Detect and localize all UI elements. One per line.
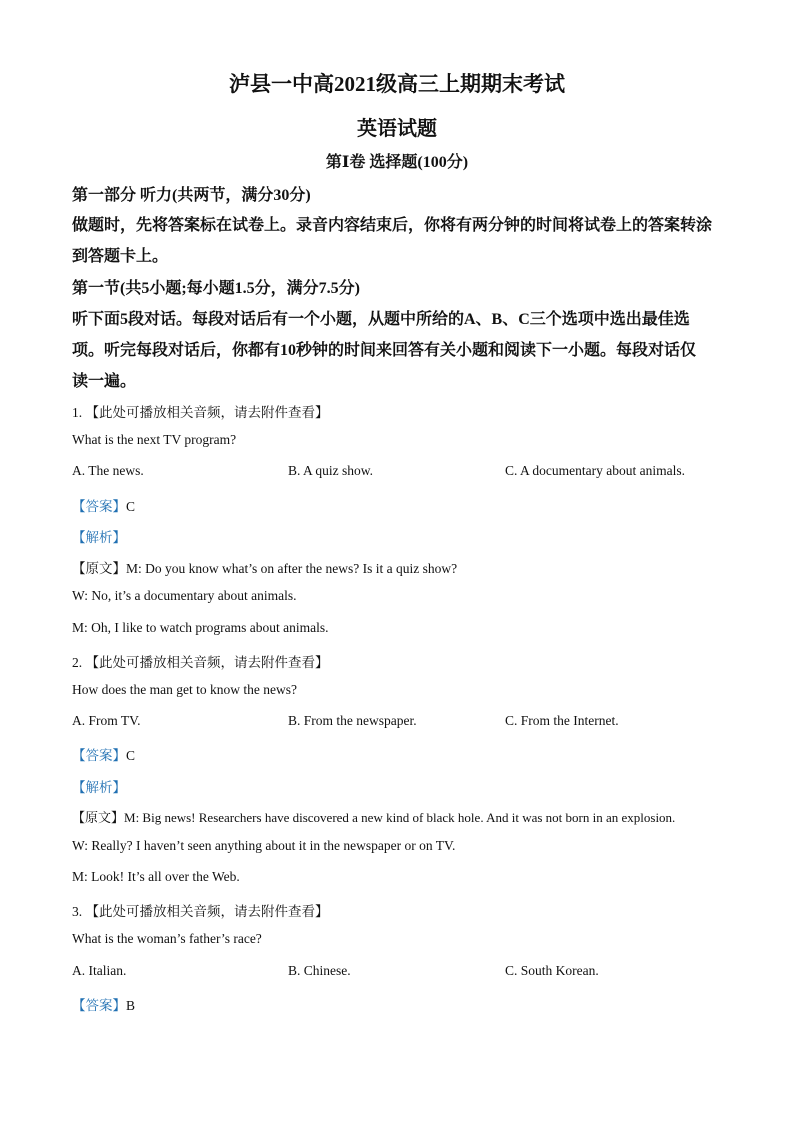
part-heading: 第一部分 听力(共两节，满分30分) xyxy=(72,187,311,204)
question-3-header xyxy=(72,900,329,920)
question-number: 1. xyxy=(72,405,83,420)
audio-link[interactable]: 【此处可播放相关音频，请去附件查看】 xyxy=(85,904,329,919)
option-a: A. From TV. xyxy=(72,713,141,728)
analysis-label: 【解析】 xyxy=(72,780,126,795)
answer-value: B xyxy=(126,998,136,1013)
section-heading: 第一节(共5小题;每小题1.5分，满分7.5分) xyxy=(72,280,360,297)
transcript-line: M: Oh, I like to watch programs about animals. xyxy=(72,620,329,635)
answer-label: 【答案】 xyxy=(72,748,126,763)
question-text: How does the man get to know the news? xyxy=(72,682,297,697)
instruction-line: 项。听完每段对话后，你都有10秒钟的时间来回答有关小题和阅读下一小题。每段对话仅 xyxy=(72,342,697,359)
answer-label: 【答案】 xyxy=(72,499,126,514)
question-number: 3. xyxy=(72,904,83,919)
question-2-header xyxy=(72,651,329,671)
original-label: 【原文】 xyxy=(72,561,126,576)
analysis-line xyxy=(72,776,126,796)
option-c: C. A documentary about animals. xyxy=(505,463,685,478)
option-b: B. From the newspaper. xyxy=(288,713,417,728)
instruction-line: 做题时，先将答案标在试卷上。录音内容结束后，你将有两分钟的时间将试卷上的答案转涂 xyxy=(72,217,713,234)
option-b: B. Chinese. xyxy=(288,963,351,978)
answer-line xyxy=(72,495,135,515)
exam-subtitle: 英语试题 xyxy=(357,118,437,140)
option-c: C. From the Internet. xyxy=(505,713,619,728)
answer-value: C xyxy=(126,748,136,763)
instruction-line: 读一遍。 xyxy=(72,373,137,390)
option-b: B. A quiz show. xyxy=(288,463,374,478)
transcript-text: M: Do you know what’s on after the news? Is it a quiz show? xyxy=(126,561,458,576)
transcript-line xyxy=(72,557,457,577)
option-a: A. The news. xyxy=(72,463,144,478)
analysis-line xyxy=(72,526,126,546)
answer-value: C xyxy=(126,499,136,514)
exam-title: 泸县一中高2021级高三上期期末考试 xyxy=(229,72,565,96)
option-a: A. Italian. xyxy=(72,963,127,978)
question-1-header xyxy=(72,401,329,421)
audio-link[interactable]: 【此处可播放相关音频，请去附件查看】 xyxy=(85,405,329,420)
answer-label: 【答案】 xyxy=(72,998,126,1013)
instruction-line: 听下面5段对话。每段对话后有一个小题，从题中所给的A、B、C三个选项中选出最佳选 xyxy=(72,311,690,328)
transcript-text: M: Big news! Researchers have discovered a new kind of black hole. And it was not born in an explosion. xyxy=(124,810,676,825)
question-number: 2. xyxy=(72,655,83,670)
transcript-line xyxy=(72,807,675,826)
question-text: What is the next TV program? xyxy=(72,432,237,447)
answer-line xyxy=(72,744,135,764)
volume-heading: 第Ⅰ卷 选择题(100分) xyxy=(325,154,469,171)
analysis-label: 【解析】 xyxy=(72,530,126,545)
answer-line xyxy=(72,994,135,1014)
question-text: What is the woman’s father’s race? xyxy=(72,931,262,946)
instruction-line: 到答题卡上。 xyxy=(72,248,169,265)
transcript-line: W: Really? I haven’t seen anything about it in the newspaper or on TV. xyxy=(72,838,456,853)
original-label: 【原文】 xyxy=(72,810,125,825)
audio-link[interactable]: 【此处可播放相关音频，请去附件查看】 xyxy=(85,655,329,670)
transcript-line: W: No, it’s a documentary about animals. xyxy=(72,588,297,603)
option-c: C. South Korean. xyxy=(505,963,599,978)
transcript-line: M: Look! It’s all over the Web. xyxy=(72,869,240,884)
